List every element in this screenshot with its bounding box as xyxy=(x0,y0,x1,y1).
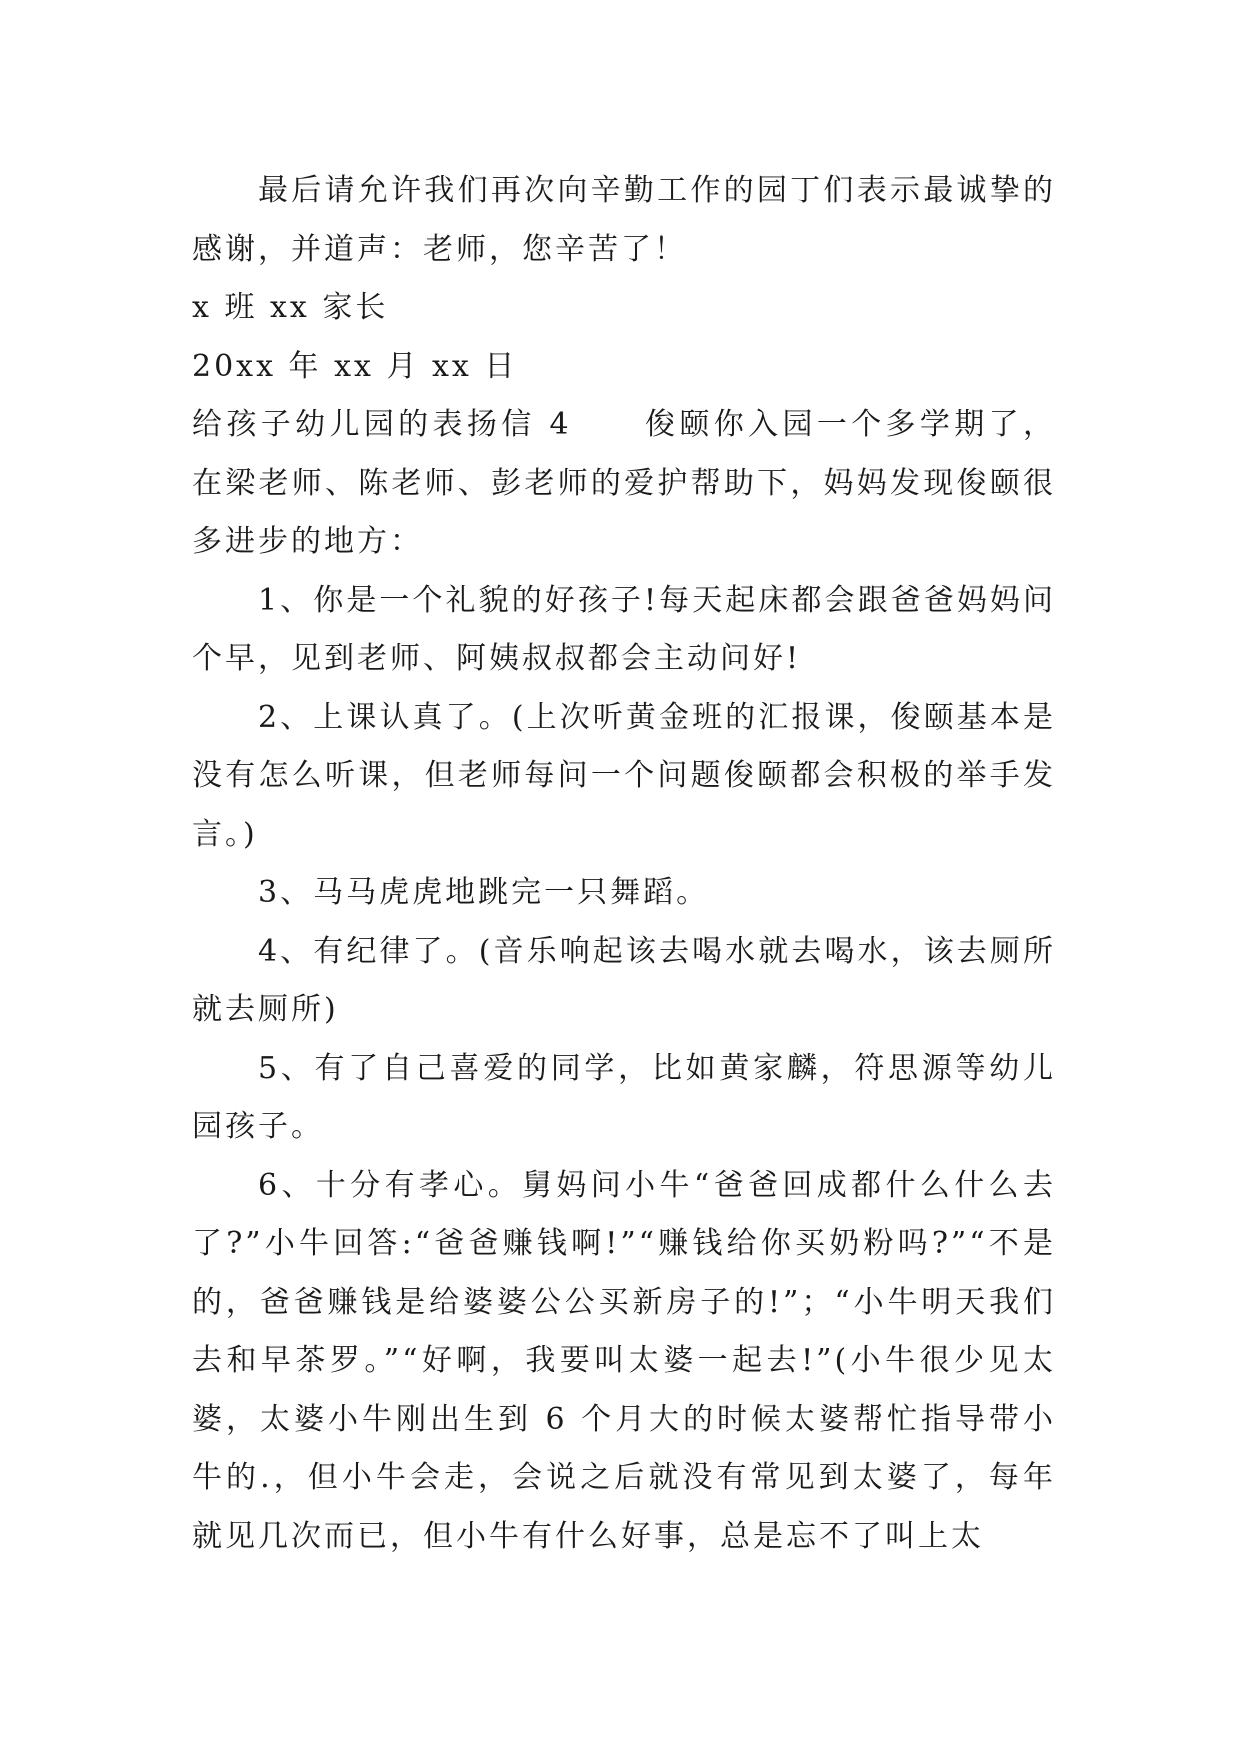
list-item: 6、十分有孝心。舅妈问小牛“爸爸回成都什么什么去了?”小牛回答:“爸爸赚钱啊!”“赚钱给你买奶粉吗?”“不是的，爸爸赚钱是给婆婆公公买新房子的!”；“小牛明天我们去和早茶罗。”“好啊，我要叫太婆一起去!”(小牛很少见太婆，太婆小牛刚出生到 6 个月大的时候太婆帮忙指导带小牛的.，但小牛会走，会说之后就没有常见到太婆了，每年就见几次而已，但小牛有什么好事，总是忘不了叫上太 xyxy=(192,1167,1056,1554)
list-item: 1、你是一个礼貌的好孩子!每天起床都会跟爸爸妈妈问个早，见到老师、阿姨叔叔都会主动问好! xyxy=(192,582,1056,676)
list-item: 2、上课认真了。(上次听黄金班的汇报课，俊颐基本是没有怎么听课，但老师每问一个问题俊颐都会积极的举手发言。) xyxy=(192,699,1056,852)
letter-intro-paragraph xyxy=(192,396,1056,572)
list-item: 3、马马虎虎地跳完一只舞蹈。 xyxy=(258,875,710,910)
date-line: 20xx 年 xx 月 xx 日 xyxy=(192,348,518,384)
letter-intro: 俊颐你入园一个多学期了，在梁老师、陈老师、彭老师的爱护帮助下，妈妈发现俊颐很多进步的地方： xyxy=(192,407,1057,559)
closing-paragraph: 最后请允许我们再次向辛勤工作的园丁们表示最诚挚的感谢，并道声：老师，您辛苦了！ xyxy=(192,173,1056,267)
list-item: 5、有了自己喜爱的同学，比如黄家麟，符思源等幼儿园孩子。 xyxy=(192,1050,1056,1144)
document-page xyxy=(192,162,1056,1566)
letter-title: 给孩子幼儿园的表扬信 4 xyxy=(192,407,572,442)
list-item: 4、有纪律了。(音乐响起该去喝水就去喝水，该去厕所就去厕所) xyxy=(192,933,1056,1027)
signature-line: x 班 xx 家长 xyxy=(192,290,389,325)
